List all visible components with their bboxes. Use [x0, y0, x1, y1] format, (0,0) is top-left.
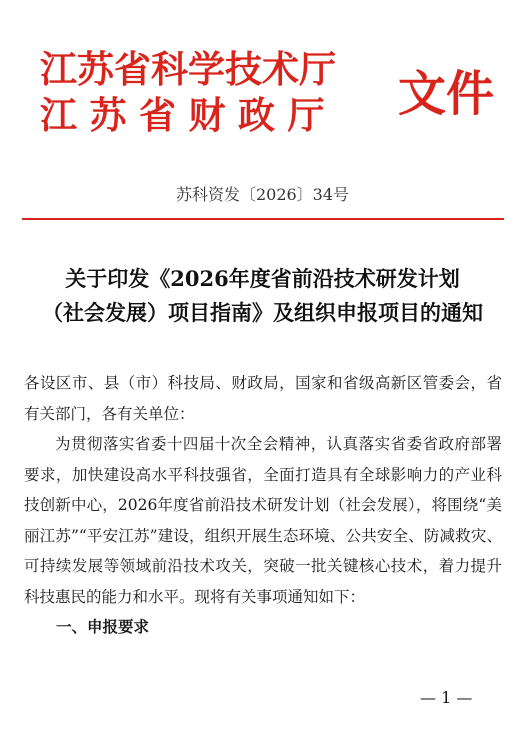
salutation: 各设区市、县（市）科技局、财政局，国家和省级高新区管委会，省有关部门，各有关单位： — [24, 374, 502, 423]
document-label: 文件 — [398, 66, 495, 122]
page-number: — 1 — — [420, 688, 473, 707]
header-divider — [22, 218, 504, 220]
document-body — [24, 368, 502, 643]
issuer-finance-department: 江苏省财政厅 — [40, 93, 337, 137]
issuer-science-department: 江苏省科学技术厅 — [40, 47, 336, 91]
section-heading: 一、申报要求 — [56, 618, 150, 636]
issuing-authorities — [40, 46, 380, 138]
document-number: 苏科资发〔2026〕34号 — [175, 185, 350, 204]
document-title — [0, 262, 525, 330]
body-paragraph: 为贯彻落实省委十四届十次全会精神，认真落实省委省政府部署要求，加快建设高水平科技强省，全面打造具有全球影响力的产业科技创新中心，2026年度省前沿技术研发计划（社会发展），将围绕“美丽江苏”“平安江苏”建设，组织开展生态环境、公共安全、防减救灾、可持续发展等领域前沿技术攻关，突破一批关键核心技术，着力提升科技惠民的能力和水平。现将有关事项通知如下： — [24, 435, 502, 606]
title-line-2: （社会发展）项目指南》及组织申报项目的通知 — [42, 300, 483, 325]
title-line-1: 关于印发《2026年度省前沿技术研发计划 — [65, 266, 460, 291]
